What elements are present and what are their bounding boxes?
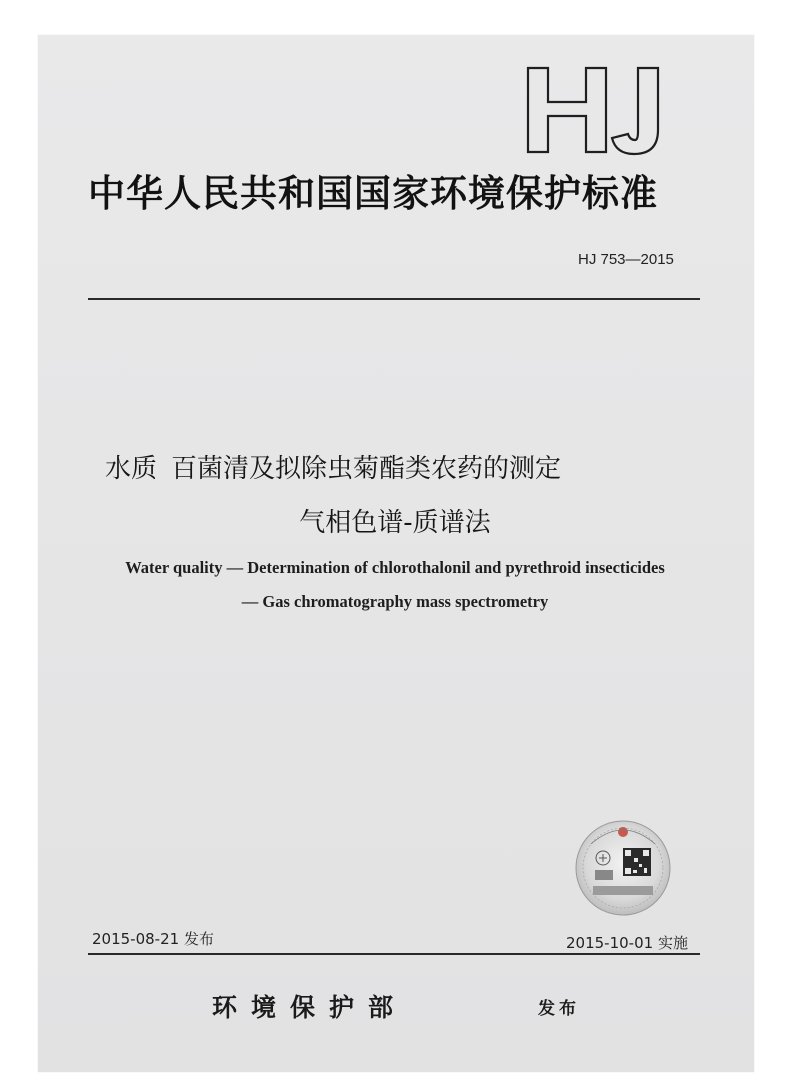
publish-date: 2015-08-21 发布: [92, 930, 214, 948]
title-zh-part2: 百菌清及拟除虫菊酯类农药的测定: [171, 454, 562, 484]
title-en-line1: Water quality — Determination of chlorothalonil and pyrethroid insecticides: [125, 558, 665, 577]
title-zh-part1: 水质: [105, 454, 158, 484]
footer-divider: [88, 953, 700, 955]
title-en-line2: — Gas chromatography mass spectrometry: [241, 592, 549, 611]
hj-logo: [520, 60, 690, 160]
title-zh-line1: [105, 448, 705, 485]
issuer-name: 环境保护部: [212, 993, 408, 1022]
standard-series-title: 中华人民共和国国家环境保护标准: [88, 171, 658, 215]
header-divider: [88, 298, 700, 300]
standard-code: HJ 753—2015: [578, 251, 674, 268]
logo-text: HJ: [520, 60, 522, 61]
title-zh-line2: 气相色谱-质谱法: [299, 508, 491, 538]
implement-date: 2015-10-01 实施: [566, 934, 688, 952]
issuer-suffix: 发布: [538, 999, 580, 1019]
anti-counterfeit-seal: [573, 818, 673, 918]
